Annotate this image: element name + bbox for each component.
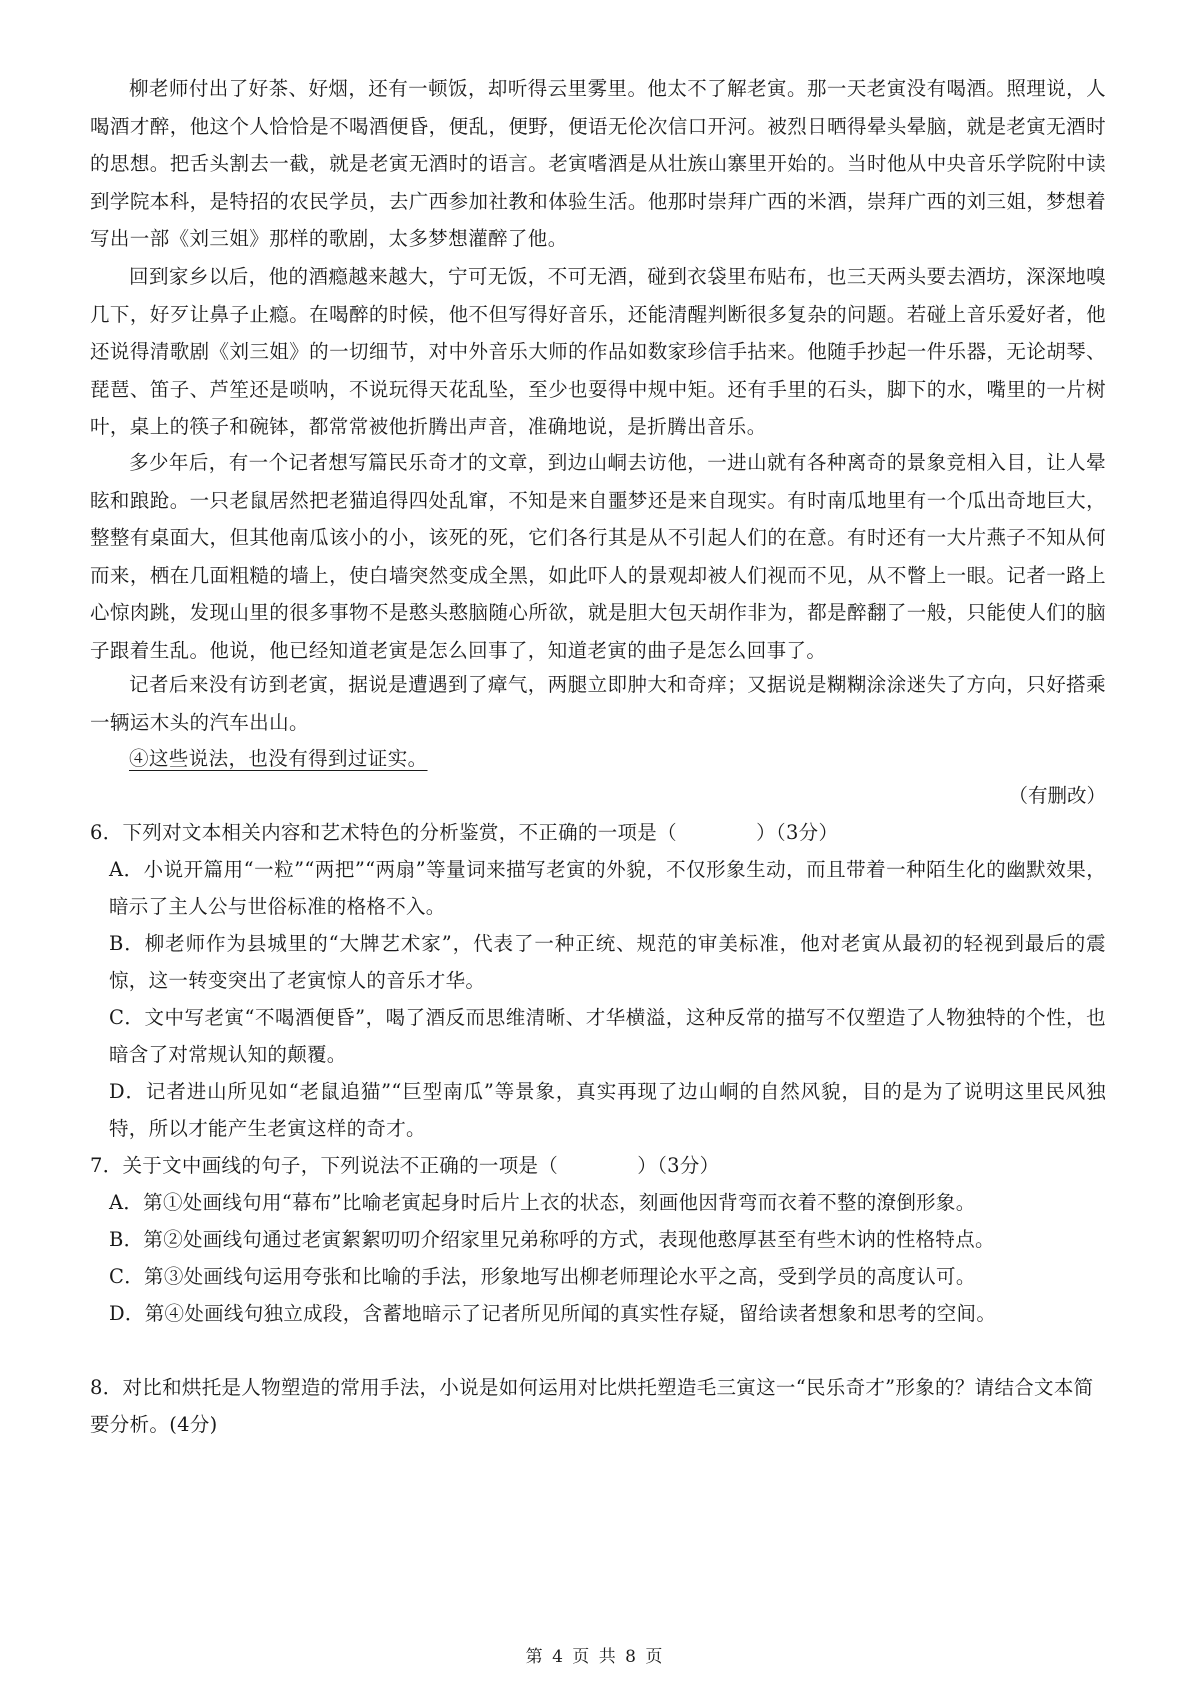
question-6-option-b: B．柳老师作为县城里的“大牌艺术家”，代表了一种正统、规范的审美标准，他对老寅从最初的轻视到最后的震惊，这一转变突出了老寅惊人的音乐才华。 — [109, 932, 1106, 992]
underlined-sentence-4: ④这些说法，也没有得到过证实。 — [129, 747, 428, 770]
question-6-stem: 6．下列对文本相关内容和艺术特色的分析鉴赏，不正确的一项是（ ）（3分） — [90, 821, 839, 844]
passage-paragraph-3: 多少年后，有一个记者想写篇民乐奇才的文章，到边山峒去访他，一进山就有各种离奇的景象竞相入目，让人晕眩和踉跄。一只老鼠居然把老猫追得四处乱窜，不知是来自噩梦还是来自现实。有时南瓜地里有一个瓜出奇地巨大，整整有桌面大，但其他南瓜该小的小，该死的死，它们各行其是从不引起人们的在意。有时还有一大片燕子不知从何而来，栖在几面粗糙的墙上，使白墙突然变成全黑，如此吓人的景观却被人们视而不见，从不瞥上一眼。记者一路上心惊肉跳，发现山里的很多事物不是憨头憨脑随心所欲，就是胆大包天胡作非为，都是醉翻了一般，只能使人们的脑子跟着生乱。他说，他已经知道老寅是怎么回事了，知道老寅的曲子是怎么回事了。 — [90, 451, 1106, 662]
passage-paragraph-1: 柳老师付出了好茶、好烟，还有一顿饭，却听得云里雾里。他太不了解老寅。那一天老寅没有喝酒。照理说，人喝酒才醉，他这个人恰恰是不喝酒便昏，便乱，便野，便语无伦次信口开河。被烈日晒得晕头晕脑，就是老寅无酒时的思想。把舌头割去一截，就是老寅无酒时的语言。老寅嗜酒是从壮族山寨里开始的。当时他从中央音乐学院附中读到学院本科，是特招的农民学员，去广西参加社教和体验生活。他那时崇拜广西的米酒，崇拜广西的刘三姐，梦想着写出一部《刘三姐》那样的歌剧，太多梦想灌醉了他。 — [90, 77, 1106, 250]
question-7-option-a: A．第①处画线句用“幕布”比喻老寅起身时后片上衣的状态，刻画他因背弯而衣着不整的潦倒形象。 — [109, 1191, 976, 1214]
question-6-option-a: A．小说开篇用“一粒”“两把”“两扇”等量词来描写老寅的外貌，不仅形象生动，而且带着一种陌生化的幽默效果，暗示了主人公与世俗标准的格格不入。 — [109, 858, 1106, 918]
question-7-option-c: C．第③处画线句运用夸张和比喻的手法，形象地写出柳老师理论水平之高，受到学员的高度认可。 — [109, 1265, 976, 1288]
passage-paragraph-2: 回到家乡以后，他的酒瘾越来越大，宁可无饭，不可无酒，碰到衣袋里布贴布，也三天两头要去酒坊，深深地嗅几下，好歹让鼻子止瘾。在喝醉的时候，他不但写得好音乐，还能清醒判断很多复杂的问题。若碰上音乐爱好者，他还说得清歌剧《刘三姐》的一切细节，对中外音乐大师的作品如数家珍信手拈来。他随手抄起一件乐器，无论胡琴、琵琶、笛子、芦笙还是唢呐，不说玩得天花乱坠，至少也耍得中规中矩。还有手里的石头，脚下的水，嘴里的一片树叶，桌上的筷子和碗钵，都常常被他折腾出声音，准确地说，是折腾出音乐。 — [90, 265, 1106, 438]
question-8-stem: 8．对比和烘托是人物塑造的常用手法，小说是如何运用对比烘托塑造毛三寅这一“民乐奇才”形象的？请结合文本简要分析。(4分) — [90, 1376, 1094, 1436]
revision-note: （有删改） — [1008, 784, 1106, 807]
passage-paragraph-4: 记者后来没有访到老寅，据说是遭遇到了瘴气，两腿立即肿大和奇痒；又据说是糊糊涂涂迷失了方向，只好搭乘一辆运木头的汽车出山。 — [90, 673, 1106, 734]
question-6-option-d: D．记者进山所见如“老鼠追猫”“巨型南瓜”等景象，真实再现了边山峒的自然风貌，目的是为了说明这里民风独特，所以才能产生老寅这样的奇才。 — [109, 1080, 1106, 1140]
question-7-stem: 7．关于文中画线的句子，下列说法不正确的一项是（ ）（3分） — [90, 1154, 720, 1177]
question-7-option-d: D．第④处画线句独立成段，含蓄地暗示了记者所见所闻的真实性存疑，留给读者想象和思考的空间。 — [109, 1302, 997, 1325]
question-6-option-c: C．文中写老寅“不喝酒便昏”，喝了酒反而思维清晰、才华横溢，这种反常的描写不仅塑造了人物独特的个性，也暗含了对常规认知的颠覆。 — [109, 1006, 1106, 1066]
question-7-option-b: B．第②处画线句通过老寅絮絮叨叨介绍家里兄弟称呼的方式，表现他憨厚甚至有些木讷的性格特点。 — [109, 1228, 995, 1251]
page-number-footer: 第 4 页 共 8 页 — [525, 1647, 665, 1667]
